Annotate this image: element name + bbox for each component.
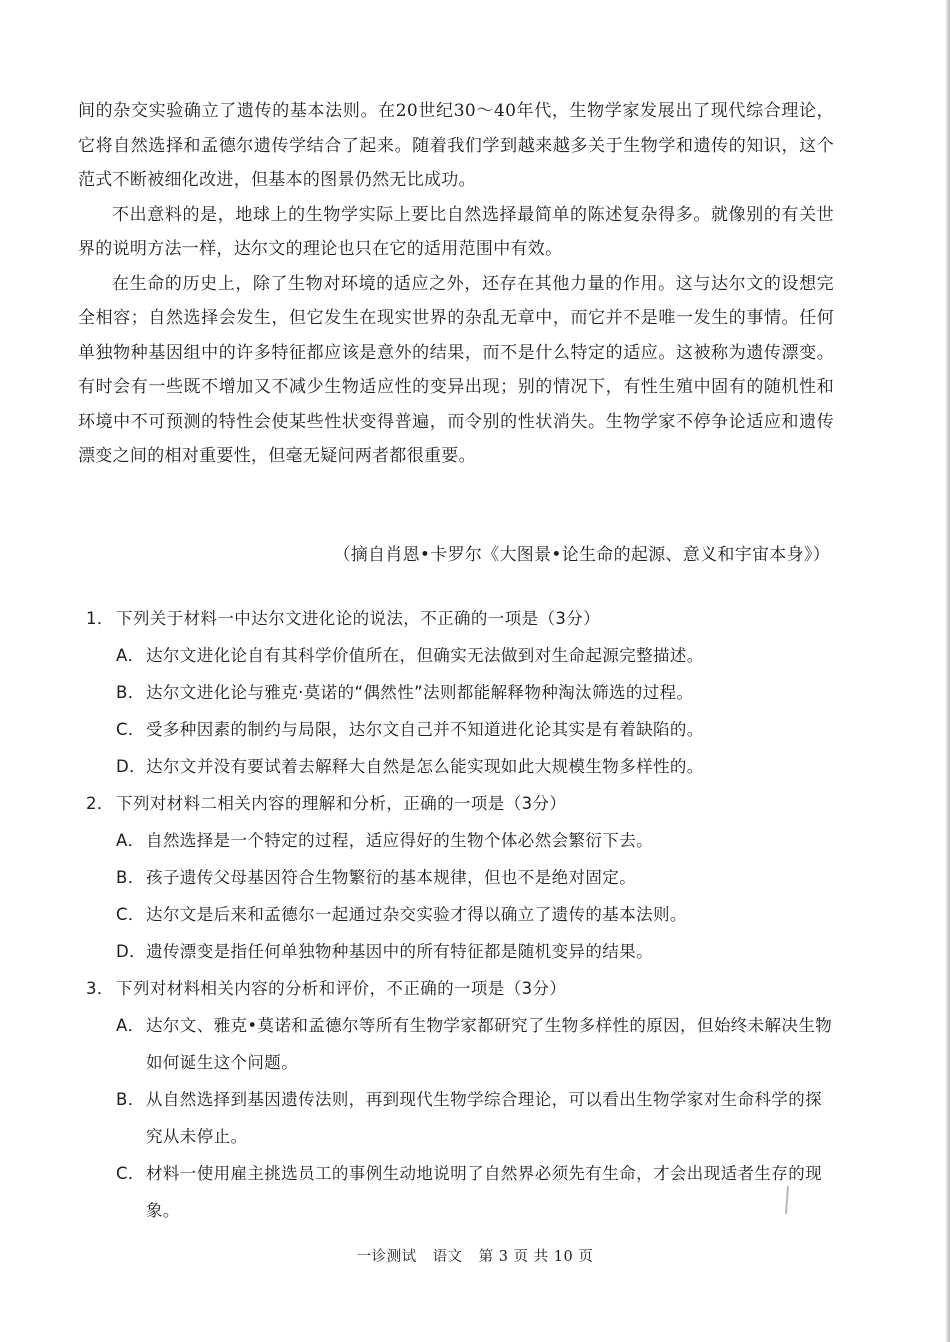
option-c: [116, 711, 836, 748]
option-text: 遗传漂变是指任何单独物种基因中的所有特征都是随机变异的结果。: [146, 942, 653, 961]
option-text: 孩子遗传父母基因符合生物繁衍的基本规律，但也不是绝对固定。: [146, 868, 637, 887]
option-a: [116, 1007, 836, 1081]
option-letter: A．: [116, 646, 145, 665]
question-text: 下列对材料相关内容的分析和评价，不正确的一项是（3分）: [116, 979, 567, 998]
question-3: [86, 970, 836, 1229]
option-text: 达尔文进化论自有其科学价值所在，但确实无法做到对生命起源完整描述。: [146, 646, 704, 665]
option-letter: B．: [116, 683, 145, 702]
option-b: [116, 859, 836, 896]
question-number: 1．: [86, 609, 114, 628]
question-number: 3．: [86, 979, 114, 998]
option-letter: C．: [116, 1164, 145, 1183]
option-text: 从自然选择到基因遗传法则，再到现代生物学综合理论，可以看出生物学家对生命科学的探究从未停止。: [146, 1090, 822, 1146]
option-text: 达尔文、雅克•莫诺和孟德尔等所有生物学家都研究了生物多样性的原因，但始终未解决生物如何诞生这个问题。: [146, 1016, 833, 1072]
footer-subject: 语文: [432, 1249, 463, 1265]
question-stem: [86, 600, 836, 637]
option-a: [116, 822, 836, 859]
question-text: 下列对材料二相关内容的理解和分析，正确的一项是（3分）: [116, 794, 567, 813]
option-b: [116, 1081, 836, 1155]
question-stem: [86, 785, 836, 822]
option-text: 达尔文并没有要试着去解释大自然是怎么能实现如此大规模生物多样性的。: [146, 757, 704, 776]
option-text: 达尔文进化论与雅克·莫诺的“偶然性”法则都能解释物种淘汰筛选的过程。: [146, 683, 694, 702]
option-d: [116, 748, 836, 785]
footer-page-number: 第 3 页 共 10 页: [478, 1249, 594, 1265]
scan-edge: [946, 0, 950, 1342]
question-stem: [86, 970, 836, 1007]
option-c: [116, 896, 836, 933]
passage-paragraph-2: 不出意料的是，地球上的生物学实际上要比自然选择最简单的陈述复杂得多。就像别的有关世界的说明方法一样，达尔文的理论也只在它的适用范围中有效。: [78, 204, 834, 259]
question-1: [86, 600, 836, 785]
option-letter: A．: [116, 1016, 145, 1035]
option-c: [116, 1155, 836, 1229]
option-letter: C．: [116, 905, 145, 924]
option-letter: B．: [116, 1090, 145, 1109]
option-text: 受多种因素的制约与局限，达尔文自己并不知道进化论其实是有着缺陷的。: [146, 720, 704, 739]
option-letter: D．: [116, 757, 147, 776]
passage-paragraph-3: 在生命的历史上，除了生物对环境的适应之外，还存在其他力量的作用。这与达尔文的设想完全相容；自然选择会发生，但它发生在现实世界的杂乱无章中，而它并不是唯一发生的事情。任何单独物种基因组中的许多特征都应该是意外的结果，而不是什么特定的适应。这被称为遗传漂变。有时会有一些既不增加又不减少生物适应性的变异出现；别的情况下，有性生殖中固有的随机性和环境中不可预测的特性会使某些性状变得普遍，而令别的性状消失。生物学家不停争论适应和遗传漂变之间的相对重要性，但毫无疑问两者都很重要。: [78, 273, 834, 466]
question-text: 下列关于材料一中达尔文进化论的说法，不正确的一项是（3分）: [116, 609, 601, 628]
reading-passage: [78, 94, 834, 474]
option-a: [116, 637, 836, 674]
footer-exam-name: 一诊测试: [356, 1249, 417, 1265]
page-footer: [0, 1245, 950, 1266]
option-letter: C．: [116, 720, 145, 739]
option-text: 材料一使用雇主挑选员工的事例生动地说明了自然界必须先有生命，才会出现适者生存的现象。: [146, 1164, 822, 1220]
option-b: [116, 674, 836, 711]
question-list: [86, 600, 836, 1229]
option-letter: B．: [116, 868, 145, 887]
question-2: [86, 785, 836, 970]
option-text: 达尔文是后来和孟德尔一起通过杂交实验才得以确立了遗传的基本法则。: [146, 905, 687, 924]
option-d: [116, 933, 836, 970]
option-letter: D．: [116, 942, 147, 961]
passage-paragraph-1: 间的杂交实验确立了遗传的基本法则。在20世纪30～40年代，生物学家发展出了现代综合理论，它将自然选择和孟德尔遗传学结合了起来。随着我们学到越来越多关于生物学和遗传的知识，这个范式不断被细化改进，但基本的图景仍然无比成功。: [78, 101, 834, 190]
option-letter: A．: [116, 831, 145, 850]
option-text: 自然选择是一个特定的过程，适应得好的生物个体必然会繁衍下去。: [146, 831, 653, 850]
passage-source-citation: （摘自肖恩•卡罗尔《大图景•论生命的起源、意义和宇宙本身》）: [333, 545, 830, 565]
question-number: 2．: [86, 794, 114, 813]
